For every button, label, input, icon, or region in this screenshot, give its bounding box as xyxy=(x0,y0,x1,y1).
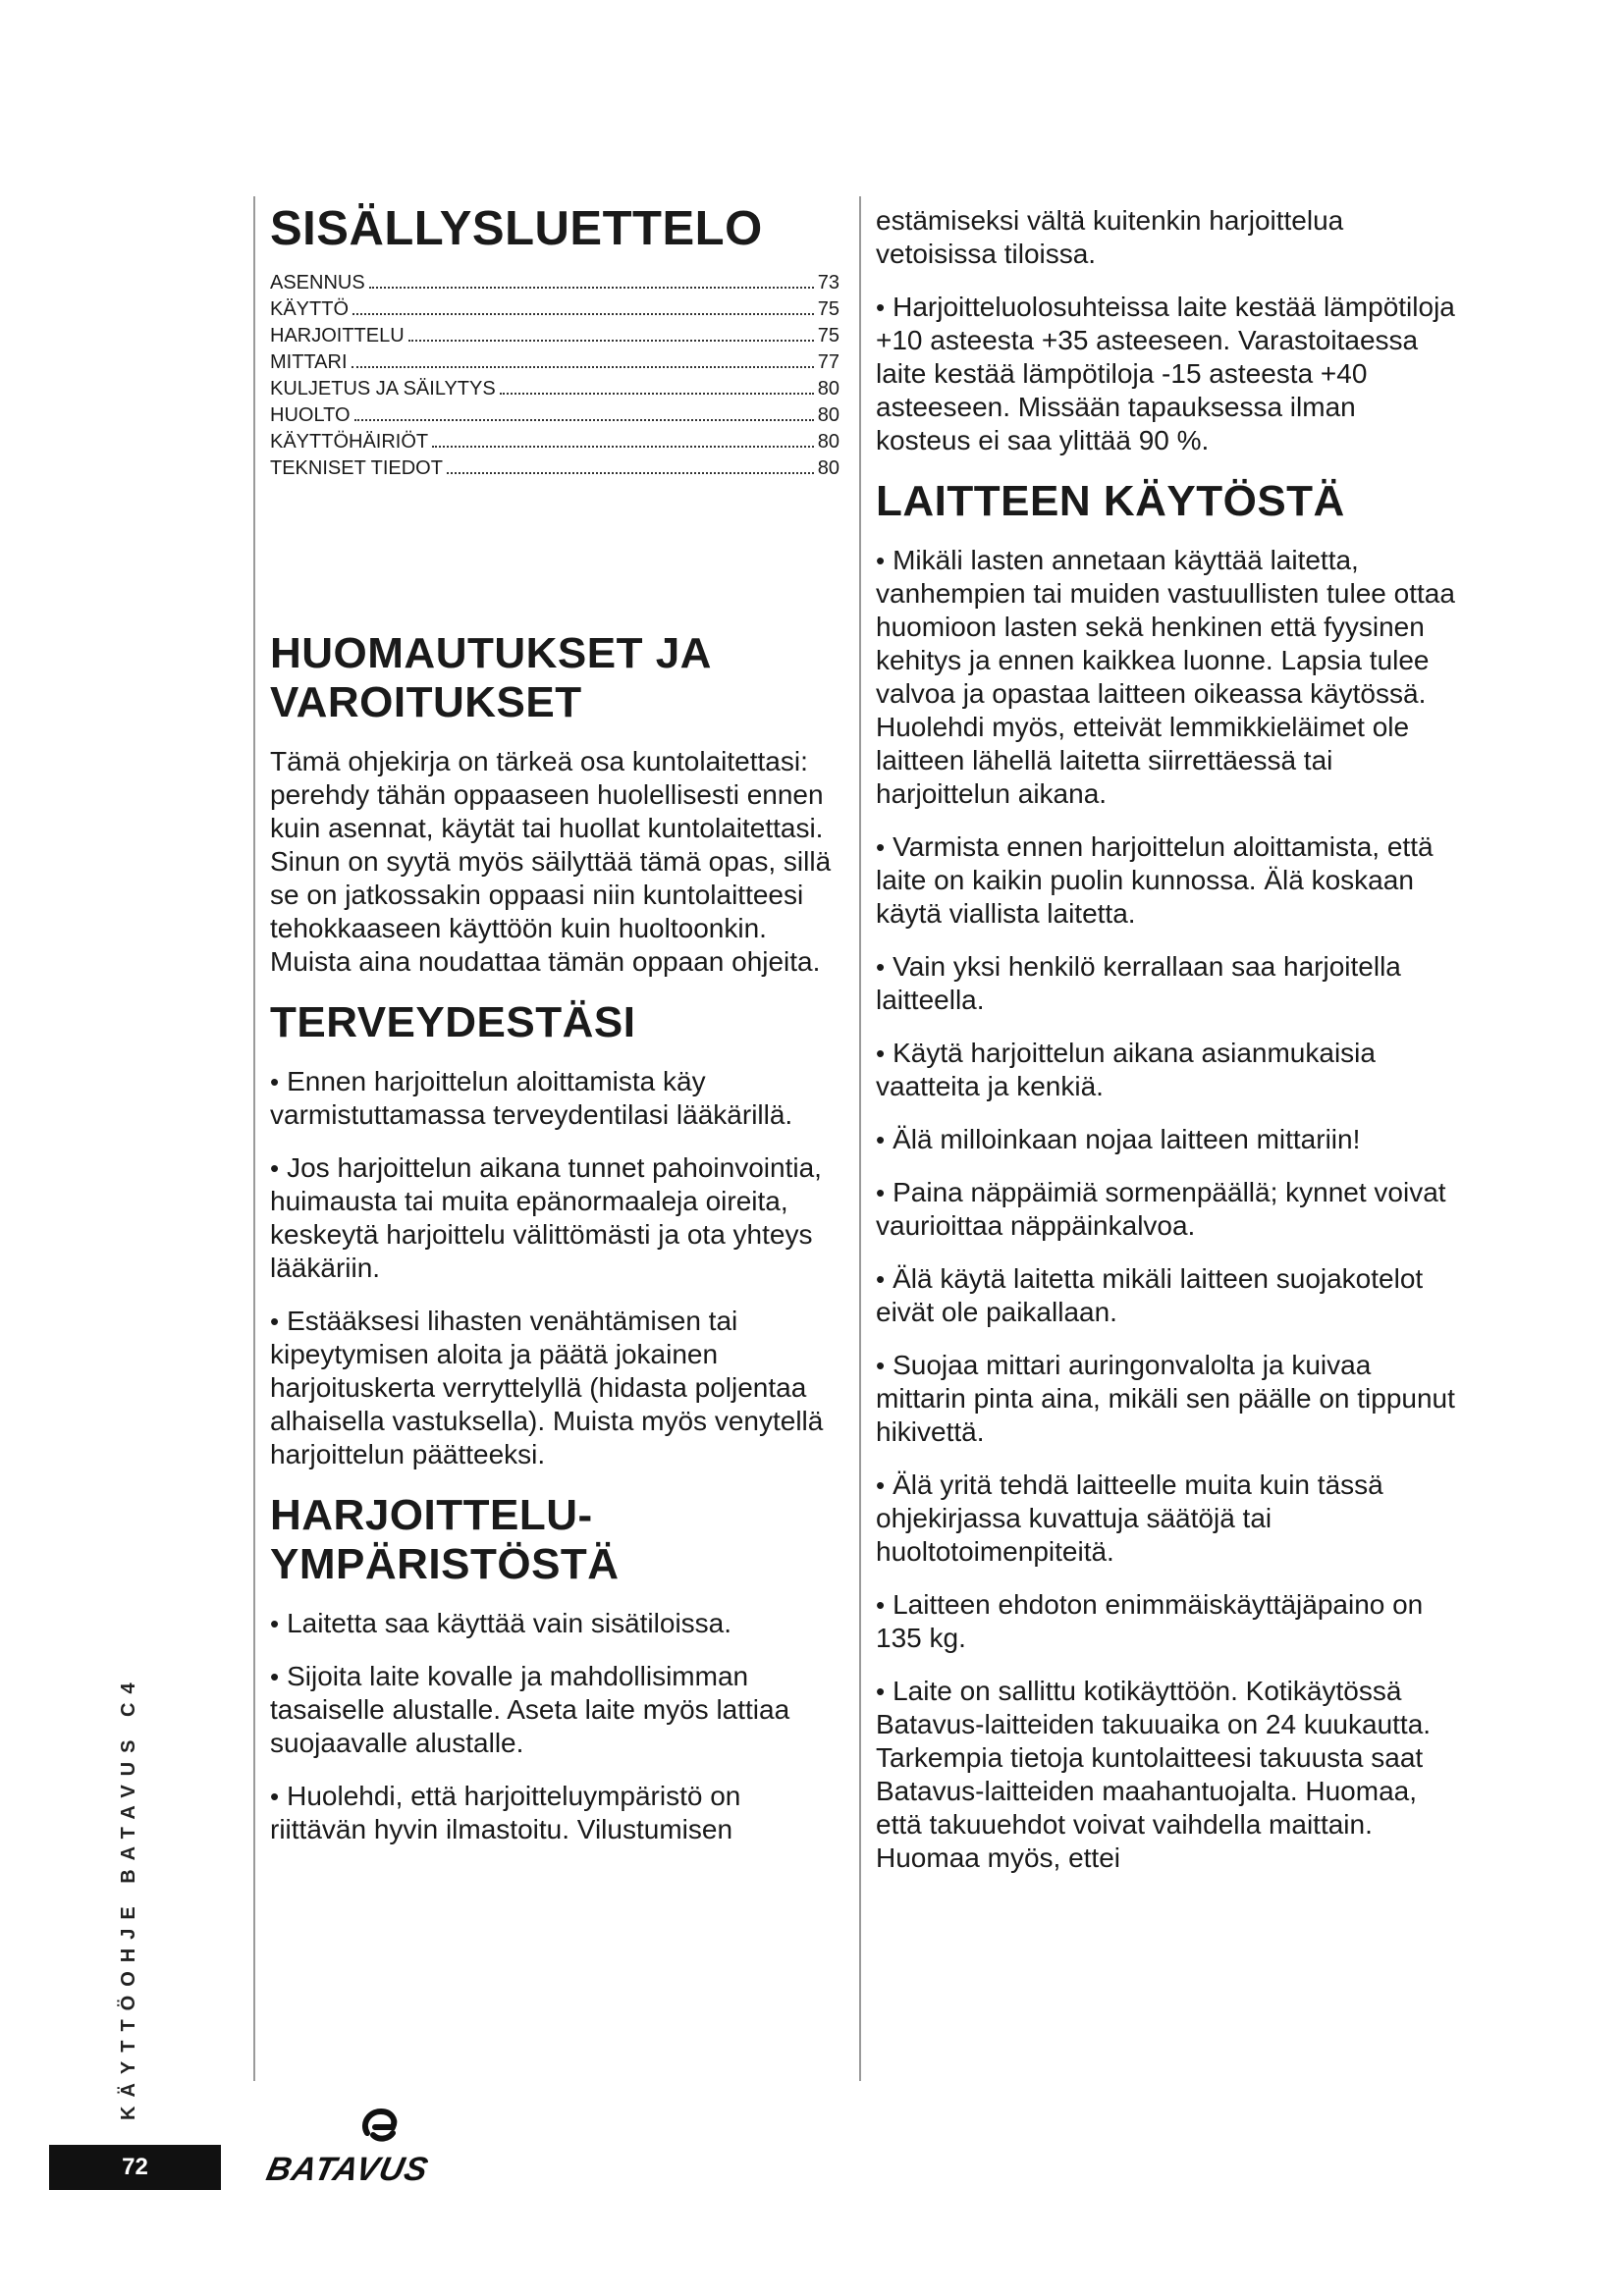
environment-bullet: • Sijoita laite kovalle ja mahdollisimman tasaiselle alustalle. Aseta laite myös lattiaa suojaavalle alustalle. xyxy=(270,1660,839,1760)
usage-bullet: • Paina näppäimiä sormenpäällä; kynnet voivat vaurioittaa näppäinkalvoa. xyxy=(876,1176,1455,1243)
left-column xyxy=(270,201,839,1866)
table-of-contents xyxy=(270,270,839,482)
usage-bullet: • Älä yritä tehdä laitteelle muita kuin tässä ohjekirjassa kuvattuja säätöjä tai huoltotoimenpiteitä. xyxy=(876,1468,1455,1569)
usage-bullet: • Mikäli lasten annetaan käyttää laitetta, vanhempien tai muiden vastuullisten tulee ottaa huomioon lasten sekä henkinen että fyysinen kehitys ja ennen kaikkea luonne. Lapsia tulee valvoa ja opastaa laitteen oikeassa käytössä. Huolehdi myös, etteivät lemmikkieläimet ole laitteen lähellä laitetta siirrettäessä tai harjoittelun aikana. xyxy=(876,544,1455,811)
toc-item[interactable]: ASENNUS 73 xyxy=(270,272,839,294)
health-bullet: • Estääksesi lihasten venähtämisen tai kipeytymisen aloita ja päätä jokainen harjoituskerta verryttelyllä (hidasta poljentaa alhaisella vastuksella). Muista myös venytellä harjoittelun päätteeksi. xyxy=(270,1305,839,1471)
toc-item[interactable]: MITTARI 77 xyxy=(270,351,839,373)
health-bullet: • Ennen harjoittelun aloittamista käy varmistuttamassa terveydentilasi lääkärillä. xyxy=(270,1065,839,1132)
toc-item[interactable]: KÄYTTÖHÄIRIÖT 80 xyxy=(270,431,839,453)
usage-bullet: • Laite on sallittu kotikäyttöön. Kotikäytössä Batavus-laitteiden takuuaika on 24 kuukautta. Tarkempia tietoja kuntolaitteesi takuusta saat Batavus-laitteiden maahantuojalta. Huomaa, että takuuehdot voivat vaihdella maittain. Huomaa myös, ettei xyxy=(876,1675,1455,1875)
usage-bullet: • Käytä harjoittelun aikana asianmukaisia vaatteita ja kenkiä. xyxy=(876,1037,1455,1103)
toc-title: SISÄLLYSLUETTELO xyxy=(270,202,763,255)
usage-bullet: • Älä milloinkaan nojaa laitteen mittariin! xyxy=(876,1123,1455,1156)
toc-item[interactable]: HARJOITTELU 75 xyxy=(270,325,839,347)
warnings-heading: HUOMAUTUKSET JA VAROITUKSET xyxy=(270,629,712,726)
toc-item[interactable]: KÄYTTÖ 75 xyxy=(270,298,839,320)
toc-item[interactable]: TEKNISET TIEDOT 80 xyxy=(270,457,839,479)
usage-heading: LAITTEEN KÄYTÖSTÄ xyxy=(876,477,1345,525)
health-heading: TERVEYDESTÄSI xyxy=(270,998,636,1046)
brand-logo xyxy=(263,2106,473,2189)
page-number: 72 xyxy=(49,2145,221,2190)
health-bullet: • Jos harjoittelun aikana tunnet pahoinvointia, huimausta tai muita epänormaaleja oireita, keskeytä harjoittelu välittömästi ja ota yhteys lääkäriin. xyxy=(270,1151,839,1285)
left-column-rule xyxy=(253,196,255,2081)
usage-bullet: • Vain yksi henkilö kerrallaan saa harjoitella laitteella. xyxy=(876,950,1455,1017)
environment-bullet: • Harjoitteluolosuhteissa laite kestää lämpötiloja +10 asteesta +35 asteeseen. Varastoitaessa laite kestää lämpötiloja -15 asteesta +40 asteeseen. Missään tapauksessa ilman kosteus ei saa ylittää 90 %. xyxy=(876,291,1455,457)
usage-bullet: • Laitteen ehdoton enimmäiskäyttäjäpaino on 135 kg. xyxy=(876,1588,1455,1655)
warnings-text: Tämä ohjekirja on tärkeä osa kuntolaitettasi: perehdy tähän oppaaseen huolellisesti ennen kuin asennat, käytät tai huollat kuntolaitettasi. Sinun on syytä myös säilyttää tämä opas, sillä se on jatkossakin oppaasi niin kuntolaitteesi tehokkaaseen käyttöön kuin huoltoonkin. Muista aina noudattaa tämän oppaan ohjeita. xyxy=(270,746,832,977)
brand-wordmark: BATAVUS xyxy=(263,2151,432,2188)
right-column-rule xyxy=(859,196,861,2081)
right-column xyxy=(876,204,1455,1895)
usage-bullet: • Varmista ennen harjoittelun aloittamista, että laite on kaikin puolin kunnossa. Älä koskaan käytä viallista laitetta. xyxy=(876,830,1455,931)
environment-bullet: • Laitetta saa käyttää vain sisätiloissa. xyxy=(270,1607,839,1640)
environment-continuation: estämiseksi vältä kuitenkin harjoittelua vetoisissa tiloissa. xyxy=(876,205,1344,269)
toc-item[interactable]: KULJETUS JA SÄILYTYS 80 xyxy=(270,378,839,400)
usage-bullet: • Älä käytä laitetta mikäli laitteen suojakotelot eivät ole paikallaan. xyxy=(876,1262,1455,1329)
environment-bullet: • Huolehdi, että harjoitteluympäristö on riittävän hyvin ilmastoitu. Vilustumisen xyxy=(270,1780,839,1846)
side-running-title: KÄYTTÖOHJE BATAVUS C4 xyxy=(118,1674,139,2120)
environment-heading: HARJOITTELU- YMPÄRISTÖSTÄ xyxy=(270,1491,620,1588)
brand-mark-icon xyxy=(357,2106,401,2145)
usage-bullet: • Suojaa mittari auringonvalolta ja kuivaa mittarin pinta aina, mikäli sen päälle on tippunut hikivettä. xyxy=(876,1349,1455,1449)
toc-item[interactable]: HUOLTO 80 xyxy=(270,404,839,426)
